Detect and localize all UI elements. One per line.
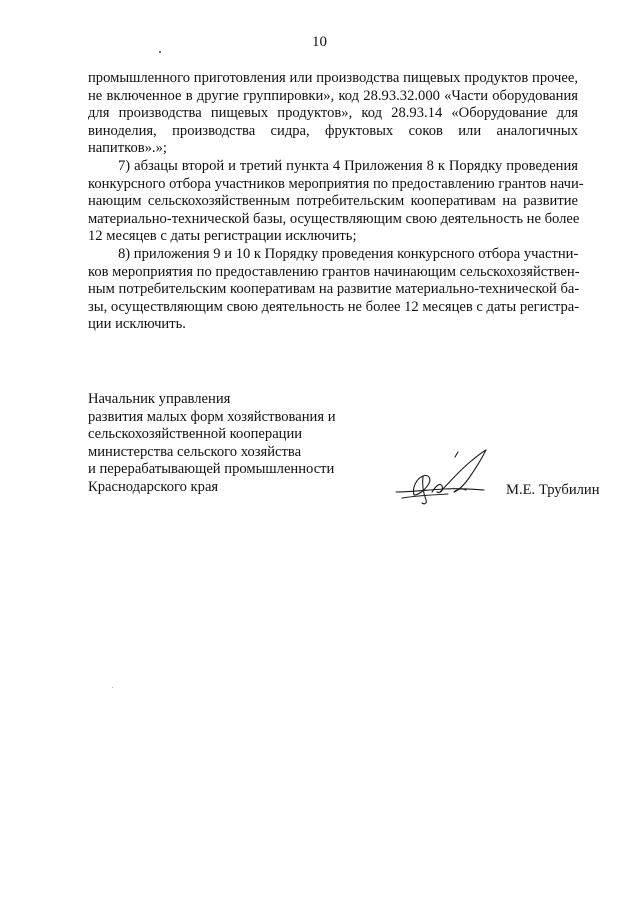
- scan-speck: [112, 687, 113, 688]
- position-line: министерства сельского хозяйства: [88, 443, 302, 460]
- body-text: [88, 70, 584, 334]
- paragraph-8-first-line: 8) приложения 9 и 10 к Порядку проведения конкурсного отбора участни-: [118, 245, 579, 262]
- body-line: напитков».»;: [88, 140, 167, 157]
- body-line: ков мероприятия по предоставлению грантов начинающим сельскохозяйствен-: [88, 263, 580, 280]
- scan-speck: [159, 51, 161, 53]
- body-line: виноделия, производства сидра, фруктовых соков или аналогичных: [88, 122, 578, 139]
- body-line: нающим сельскохозяйственным потребительским кооперативам на развитие: [88, 193, 578, 210]
- body-line: не включенное в другие группировки», код 28.93.32.000 «Части оборудования: [88, 87, 578, 104]
- body-line: для производства пищевых продуктов», код 28.93.14 «Оборудование для: [88, 105, 578, 122]
- page-number: 10: [312, 34, 327, 50]
- signer-name: М.Е. Трубилин: [506, 482, 600, 498]
- body-line: материально-технической базы, осуществляющим свою деятельность не более: [88, 210, 580, 227]
- body-line: ции исключить.: [88, 316, 186, 333]
- signatory-position: [88, 391, 336, 497]
- position-line: и перерабатывающей промышленности: [88, 461, 335, 478]
- position-line: Краснодарского края: [88, 478, 219, 495]
- body-line: зы, осуществляющим свою деятельность не более 12 месяцев с даты регистра-: [88, 298, 580, 315]
- paragraph-7-first-line: 7) абзацы второй и третий пункта 4 Приложения 8 к Порядку проведения: [118, 157, 578, 174]
- body-line: ным потребительским кооперативам на развитие материально-технической ба-: [88, 281, 580, 298]
- body-line: конкурсного отбора участников мероприятия по предоставлению грантов начи-: [88, 175, 584, 192]
- handwritten-signature: [392, 448, 502, 510]
- position-line: развития малых форм хозяйствования и: [88, 408, 336, 425]
- body-line: 12 месяцев с даты регистрации исключить;: [88, 228, 357, 245]
- position-line: сельскохозяйственной кооперации: [88, 426, 303, 443]
- body-line: промышленного приготовления или производства пищевых продуктов прочее,: [88, 70, 578, 86]
- position-line: Начальник управления: [88, 391, 231, 407]
